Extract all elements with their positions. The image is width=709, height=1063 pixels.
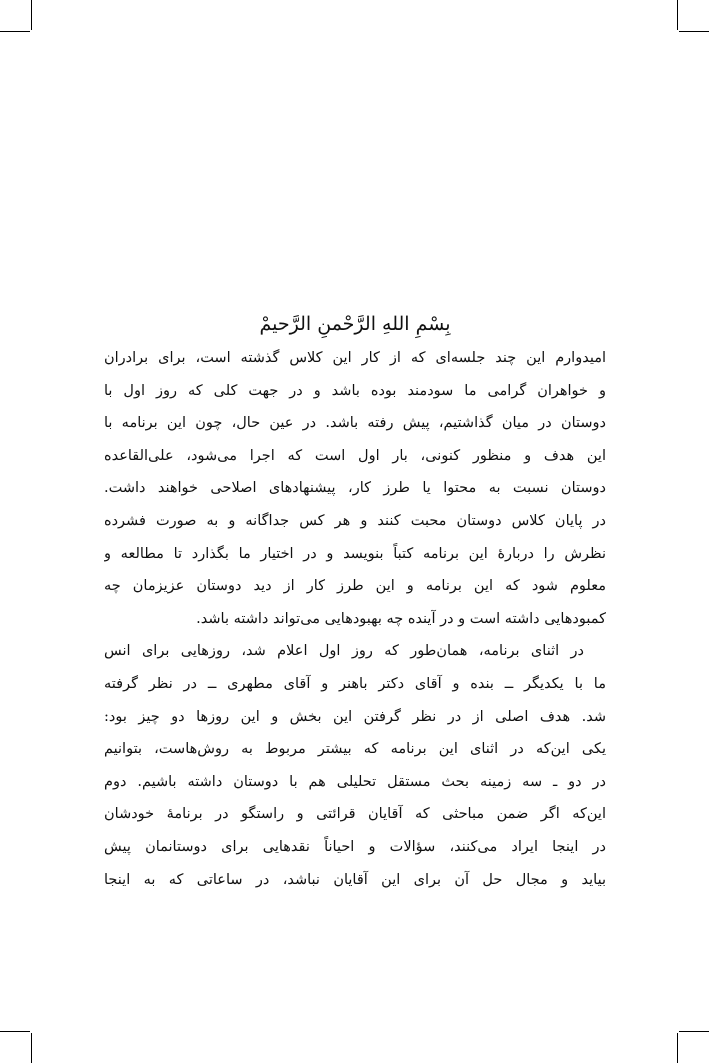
crop-mark-top-left-v [31,0,32,30]
text-line: این هدف و منظور کنونی، بار اول است که اجرا می‌شود، علی‌القاعده [104,447,606,464]
crop-mark-bottom-left-v [31,1033,32,1063]
text-line: شد. هدف اصلی از در نظر گرفتن این بخش و این روزها دو چیز بود: [104,708,606,725]
paragraph-1 [104,342,606,635]
text-line: کمبودهایی داشته است و در آینده چه بهبودهایی می‌تواند داشته باشد. [196,610,606,627]
crop-mark-top-right-h [679,31,709,32]
text-line: دوستان نسبت به محتوا یا طرز کار، پیشنهادهای اصلاحی خواهند داشت. [104,480,606,497]
text-line: در اینجا ایراد می‌کنند، سؤالات و احیاناً نقدهایی برای دوستانمان پیش [104,838,606,855]
crop-mark-top-right-v [677,0,678,30]
crop-mark-bottom-right-v [677,1033,678,1063]
text-line: ما با یکدیگر ــ بنده و آقای دکتر باهنر و آقای مطهری ــ در نظر گرفته [104,675,606,692]
text-line: نظرش را دربارهٔ این برنامه کتباً بنویسد و در اختیار ما بگذارد تا مطالعه و [104,545,606,562]
text-line: معلوم شود که این برنامه و این طرز کار از دید دوستان عزیزمان چه [104,578,606,595]
text-line: در دو ـ سه زمینه بحث مستقل تحلیلی هم با دوستان داشته باشیم. دوم [104,773,606,790]
text-line: در اثنای برنامه، همان‌طور که روز اول اعلام شد، روزهایی برای انس [104,643,584,660]
crop-mark-top-left-h [0,31,30,32]
text-line: امیدوارم این چند جلسه‌ای که از کار این کلاس گذشته است، برای برادران [104,350,606,366]
basmala-heading: بِسْمِ اللهِ الرَّحْمنِ الرَّحيمْ [259,313,451,335]
text-line: بیاید و مجال حل آن برای این آقایان نباشد، در ساعاتی که به اینجا [104,871,606,888]
crop-mark-bottom-left-h [0,1031,30,1032]
text-line: این‌که اگر ضمن مباحثی که آقایان قرائتی و راستگو در برنامهٔ خودشان [104,806,606,823]
text-line: دوستان در میان گذاشتیم، پیش رفته باشد. در عین حال، چون این برنامه با [104,415,606,432]
paragraph-2 [104,635,606,896]
crop-mark-bottom-right-h [679,1031,709,1032]
text-line: و خواهران گرامی ما سودمند بوده باشد و در جهت کلی که روز اول با [104,382,606,399]
page-body [104,306,606,896]
text-line: یکی این‌که در اثنای این برنامه که بیشتر مربوط به روش‌هاست، بتوانیم [104,741,606,758]
text-line: در پایان کلاس دوستان محبت کنند و هر کس جداگانه و به صورت فشرده [104,512,606,529]
